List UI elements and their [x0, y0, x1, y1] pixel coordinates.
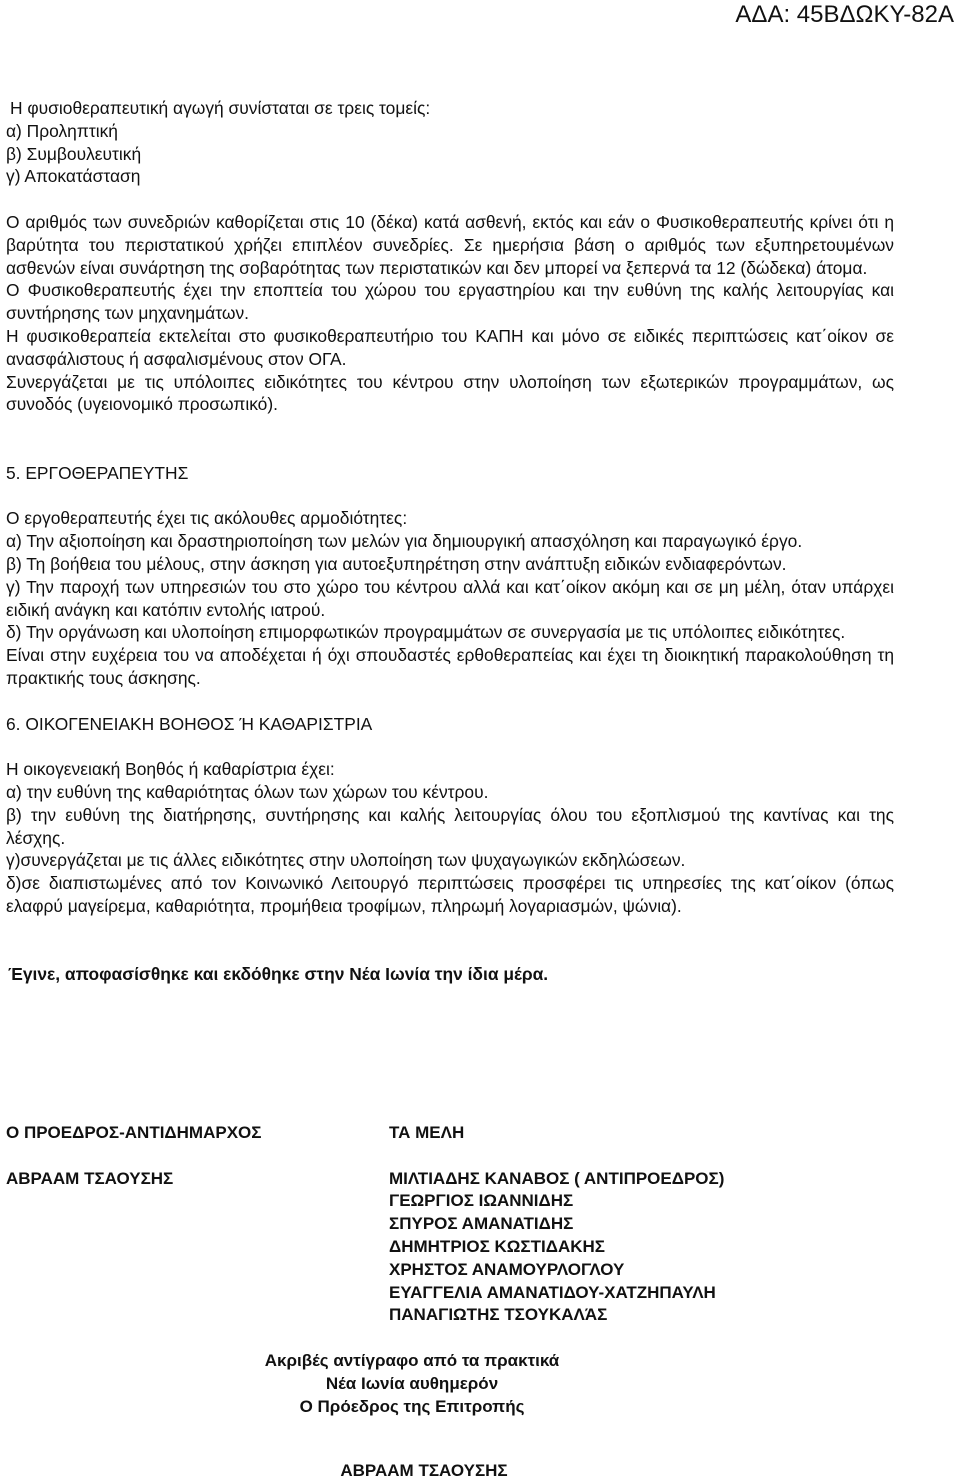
president-name: ΑΒΡΑΑΜ ΤΣΑΟΥΣΗΣ	[6, 1168, 174, 1188]
physio-intro: Η φυσιοθεραπευτική αγωγή συνίσταται σε τρεις τομείς:	[10, 98, 431, 118]
section-5-heading: 5. ΕΡΓΟΘΕΡΑΠΕΥΤΗΣ	[6, 462, 189, 483]
section-5-intro: Ο εργοθεραπευτής έχει τις ακόλουθες αρμοδιότητες:	[6, 508, 408, 529]
section-5-item-a: α) Την αξιοποίηση και δραστηριοποίηση των μελών για δημιουργική απασχόληση και παραγωγικό έργο.	[6, 531, 803, 552]
physio-sector-a: α) Προληπτική	[6, 120, 118, 141]
section-5-note: Είναι στην ευχέρεια του να αποδέχεται ή όχι σπουδαστές ερθοθεραπείας και έχει τη διοικητική παρακολούθηση τη πρακτικής τους άσκησης.	[6, 645, 894, 688]
certification-block	[0, 1349, 824, 1418]
certification-line-1: Ακριβές αντίγραφο από τα πρακτικά	[264, 1351, 560, 1370]
physio-sector-c: γ) Αποκατάσταση	[6, 166, 141, 187]
physio-paragraph-supervision: Ο Φυσικοθεραπευτής έχει την εποπτεία του χώρου του εργαστηρίου και την ευθύνη της καλής λειτουργίας και συντήρησης των μηχανημάτων.	[6, 280, 894, 324]
closing-statement: Έγινε, αποφασίσθηκε και εκδόθηκε στην Νέα Ιωνία την ίδια μέρα.	[8, 964, 549, 985]
section-5-item-b: β) Τη βοήθεια του μέλους, στην άσκηση για αυτοεξυπηρέτηση στην ανάπτυξη ειδικών ενδιαφερόντων.	[6, 553, 787, 574]
member-name: ΜΙΛΤΙΑΔΗΣ ΚΑΝΑΒΟΣ ( ΑΝΤΙΠΡΟΕΔΡΟΣ)	[389, 1168, 725, 1188]
member-name: ΧΡΗΣΤΟΣ ΑΝΑΜΟΥΡΛΟΓΛΟΥ	[389, 1259, 625, 1279]
physio-paragraph-sessions: Ο αριθμός των συνεδριών καθορίζεται στις 10 (δέκα) κατά ασθενή, εκτός και εάν ο Φυσικοθεραπευτής κρίνει ότι η βαρύτητα του περιστατικού χρήζει επιπλέον συνεδρίες. Σε ημερήσια βάση ο αριθμός των εξυπηρετουμένων ασθενών είναι συνάρτηση της σοβαρότητας των περιστατικών και δεν μπορεί να ξεπερνά τα 12 (δώδεκα) άτομα.	[6, 211, 894, 278]
certification-signer	[0, 1460, 896, 1482]
section-6-item-d: δ)σε διαπιστωμένες από τον Κοινωνικό Λειτουργό περιπτώσεις προσφέρει τις υπηρεσίες της κατ΄οίκον (όπως ελαφρύ μαγείρεμα, καθαριότητα, προμήθεια τροφίμων, πληρωμή λογαριασμών, ψώνια).	[6, 873, 894, 916]
document-body	[6, 97, 894, 986]
members-title: ΤΑ ΜΕΛΗ	[389, 1123, 465, 1142]
certification-line-2: Νέα Ιωνία αυθημερόν	[325, 1374, 499, 1393]
member-name: ΠΑΝΑΓΙΩΤΗΣ ΤΣΟΥΚΑΛΆΣ	[389, 1305, 608, 1325]
president-title: Ο ΠΡΟΕΔΡΟΣ-ΑΝΤΙΔΗΜΑΡΧΟΣ	[6, 1123, 262, 1142]
certification-line-3: Ο Πρόεδρος της Επιτροπής	[299, 1397, 525, 1416]
member-name: ΔΗΜΗΤΡΙΟΣ ΚΩΣΤΙΔΑΚΗΣ	[389, 1236, 605, 1256]
ada-code: ΑΔΑ: 45ΒΔΩΚΥ-82Α	[735, 1, 954, 28]
member-name: ΕΥΑΓΓΕΛΙΑ ΑΜΑΝΑΤΙΔΟΥ-ΧΑΤΖΗΠΑΥΛΗ	[389, 1282, 716, 1302]
section-5-item-c: γ) Την παροχή των υπηρεσιών του στο χώρο του κέντρου αλλά και κατ΄οίκον ακόμη και σε μη μέλη, όταν υπάρχει ειδική ανάγκη και κατόπιν εντολής ιατρού.	[6, 576, 894, 620]
member-name: ΓΕΩΡΓΙΟΣ ΙΩΑΝΝΙΔΗΣ	[389, 1191, 574, 1211]
physio-paragraph-cooperation: Συνεργάζεται με τις υπόλοιπες ειδικότητες του κέντρου στην υλοποίηση των εξωτερικών προγραμμάτων, ως συνοδός (υγειονομικό προσωπικό).	[6, 371, 894, 415]
member-name: ΣΠΥΡΟΣ ΑΜΑΝΑΤΙΔΗΣ	[389, 1214, 574, 1234]
section-6-heading: 6. ΟΙΚΟΓΕΝΕΙΑΚΗ ΒΟΗΘΟΣ Ή ΚΑΘΑΡΙΣΤΡΙΑ	[6, 713, 373, 734]
physio-paragraph-location: Η φυσικοθεραπεία εκτελείται στο φυσικοθεραπευτήριο του ΚΑΠΗ και μόνο σε ειδικές περιπτώσεις κατ΄οίκον σε ανασφάλιστους ή ασφαλισμένους στον ΟΓΑ.	[6, 325, 894, 369]
section-5-item-d: δ) Την οργάνωση και υλοποίηση επιμορφωτικών προγραμμάτων σε συνεργασία με τις υπόλοιπες ειδικότητες.	[6, 622, 846, 643]
section-6-intro: Η οικογενειακή Βοηθός ή καθαρίστρια έχει:	[6, 759, 335, 780]
section-6-item-a: α) την ευθύνη της καθαριότητας όλων των χώρων του κέντρου.	[6, 781, 489, 802]
certification-signer-name: ΑΒΡΑΑΜ ΤΣΑΟΥΣΗΣ	[340, 1461, 508, 1480]
section-6-item-b: β) την ευθύνη της διατήρησης, συντήρησης και καλής λειτουργίας όλου του εξοπλισμού της καντίνας και της λέσχης.	[6, 804, 894, 848]
physio-sector-b: β) Συμβουλευτική	[6, 143, 142, 164]
section-6-item-c: γ)συνεργάζεται με τις άλλες ειδικότητες στην υλοποίηση των ψυχαγωγικών εκδηλώσεων.	[6, 850, 686, 871]
members-column	[389, 1122, 909, 1327]
president-column	[6, 1122, 386, 1190]
